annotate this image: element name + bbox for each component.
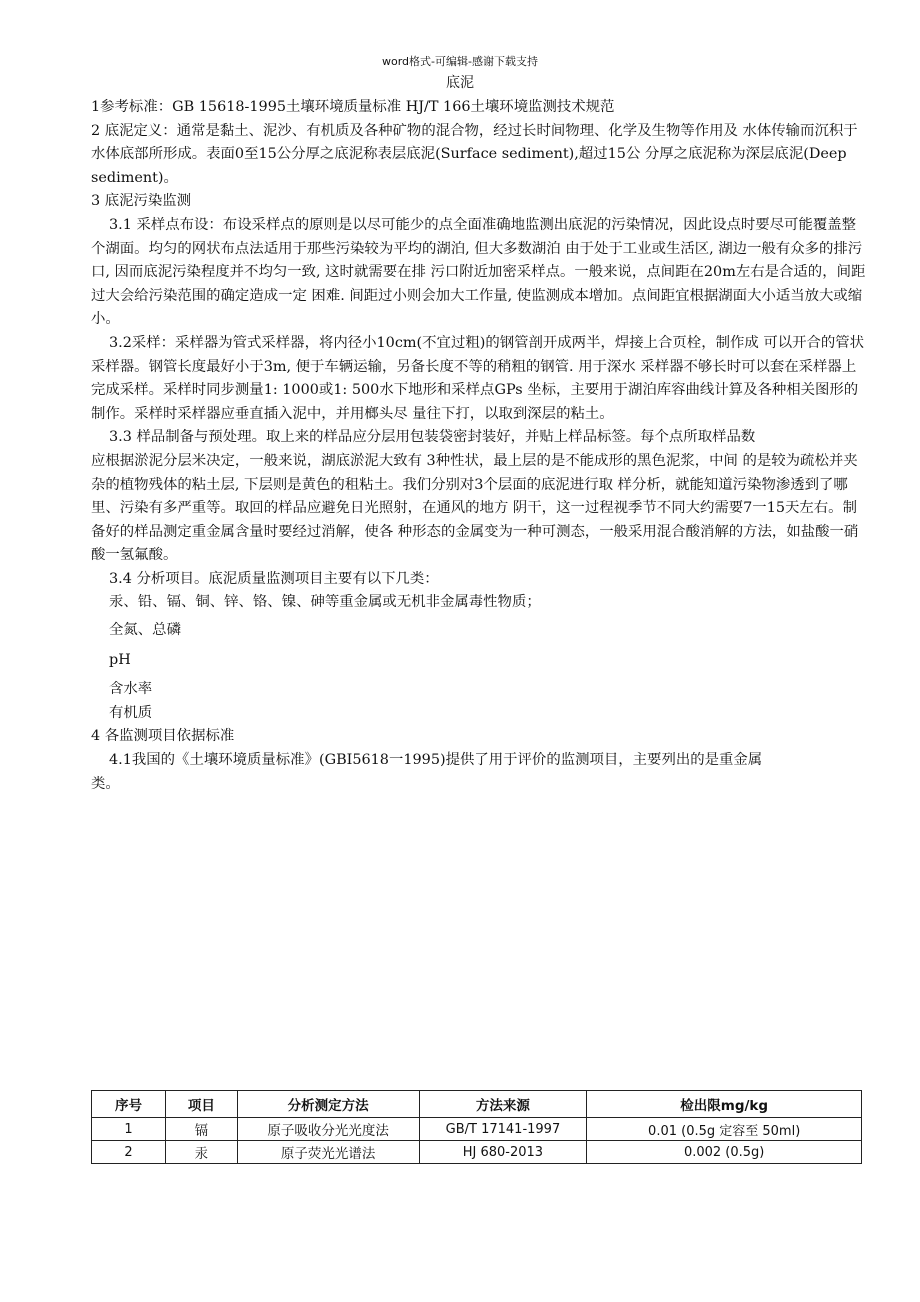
document-body — [91, 96, 867, 796]
methods-table — [91, 1090, 862, 1164]
table-cell: 原子吸收分光光度法 — [237, 1118, 419, 1141]
table-cell: HJ 680-2013 — [419, 1141, 587, 1164]
column-header: 序号 — [92, 1091, 166, 1118]
table-header-row — [92, 1091, 862, 1118]
table-cell: 0.002 (0.5g) — [587, 1141, 862, 1164]
table-cell: 2 — [92, 1141, 166, 1164]
table-row — [92, 1141, 862, 1164]
list-item-nitrogen-phosphorus: 全氮、总磷 — [109, 622, 181, 639]
column-header: 方法来源 — [419, 1091, 587, 1118]
column-header: 分析测定方法 — [237, 1091, 419, 1118]
column-header: 检出限mg/kg — [587, 1091, 862, 1118]
heading-sediment-monitoring: 3 底泥污染监测 — [91, 193, 192, 210]
paragraph-sampling-points: 3.1 采样点布设：布设采样点的原则是以尽可能少的点全面准确地监测出底泥的污染情况，因此设点时要尽可能覆盖整个湖面。均匀的网状布点法适用于那些污染较为平均的湖泊, 但大多数湖泊 由于处于工业或生活区, 湖边一般有众多的排污口, 因而底泥污染程度并不均匀一致, 这时就需要在排 污口附近加密采样点。一般来说，点间距在20m左右是合适的，间距过大会给污染范围的确定造成一定 困难. 间距过小则会加大工作量, 使监测成本增加。点间距宜根据湖面大小适当放大或缩小。 — [91, 216, 866, 328]
list-item-moisture: 含水率 — [109, 681, 153, 698]
table-row — [92, 1118, 862, 1141]
table-cell: 汞 — [165, 1141, 237, 1164]
table-cell: 原子荧光光谱法 — [237, 1141, 419, 1164]
list-item-heavy-metals: 汞、铅、镉、铜、锌、铬、镍、砷等重金属或无机非金属毒性物质； — [109, 594, 541, 611]
paragraph-reference-standards: 1参考标准：GB 15618-1995土壤环境质量标准 HJ/T 166土壤环境监测技术规范 — [91, 99, 615, 115]
list-item-ph: pH — [109, 651, 131, 668]
heading-monitoring-standards: 4 各监测项目依据标准 — [91, 728, 235, 745]
paragraph-definition: 2 底泥定义：通常是黏土、泥沙、有机质及各种矿物的混合物，经过长时间物理、化学及生物等作用及 水体传输而沉积于水体底部所形成。表面0至15公分厚之底泥称表层底泥(Surface sediment),超过15公 分厚之底泥称为深层底泥(Deep sediment)。 — [91, 122, 858, 186]
paragraph-analysis-items: 3.4 分析项目。底泥质量监测项目主要有以下几类： — [109, 570, 439, 587]
paragraph-soil-standard: 4.1我国的《土壤环境质量标准》(GBI5618一1995)提供了用于评价的监测项目，主要列出的是重金属 — [109, 752, 763, 769]
table-cell: GB/T 17141-1997 — [419, 1118, 587, 1141]
table-cell: 1 — [92, 1118, 166, 1141]
paragraph-sample-prep: 应根据淤泥分层米决定，一般来说，湖底淤泥大致有 3种性状，最上层的是不能成形的黑色泥浆，中间 的是较为疏松并夹杂的植物残体的粘土层, 下层则是黄色的租粘土。我们分别对3个层面的底泥进行取 样分析，就能知道污染物渗透到了哪里、污染有多严重等。取回的样品应避免日光照射，在通风的地方 阴干，这一过程视季节不同大约需要7一15天左右。制备好的样品测定重金属含量时要经过消解，使各 种形态的金属变为一种可测态，一般采用混合酸消解的方法，如盐酸一硝酸一氢氟酸。 — [91, 452, 859, 564]
table-cell: 镉 — [165, 1118, 237, 1141]
paragraph-sampling: 3.2采样：采样器为管式采样器，将内径小10cm(不宜过粗)的钢管剖开成两半，焊接上合页栓，制作成 可以开合的管状采样器。钢管长度最好小于3m, 便于车辆运输，另备长度不等的稍粗的钢管. 用于深水 采样器不够长时可以套在采样器上完成采样。采样时同步测量1: 1000或1: 500水下地形和采样点GPs 坐标，主要用于湖泊库容曲线计算及各种相关图形的制作。采样时采样器应垂直插入泥中，并用榔头尽 量往下打，以取到深层的粘土。 — [91, 334, 865, 422]
page-header: word格式-可编辑-感谢下载支持 — [382, 55, 538, 68]
table-cell: 0.01 (0.5g 定容至 50ml) — [587, 1118, 862, 1141]
page-title: 底泥 — [446, 75, 474, 91]
paragraph-soil-standard-end: 类。 — [91, 775, 120, 792]
list-item-organic-matter: 有机质 — [109, 704, 153, 721]
column-header: 项目 — [165, 1091, 237, 1118]
paragraph-sample-prep-first-line: 3.3 样品制备与预处理。取上来的样品应分层用包装袋密封装好，并贴上样品标签。每个点所取样品数 — [109, 429, 756, 446]
